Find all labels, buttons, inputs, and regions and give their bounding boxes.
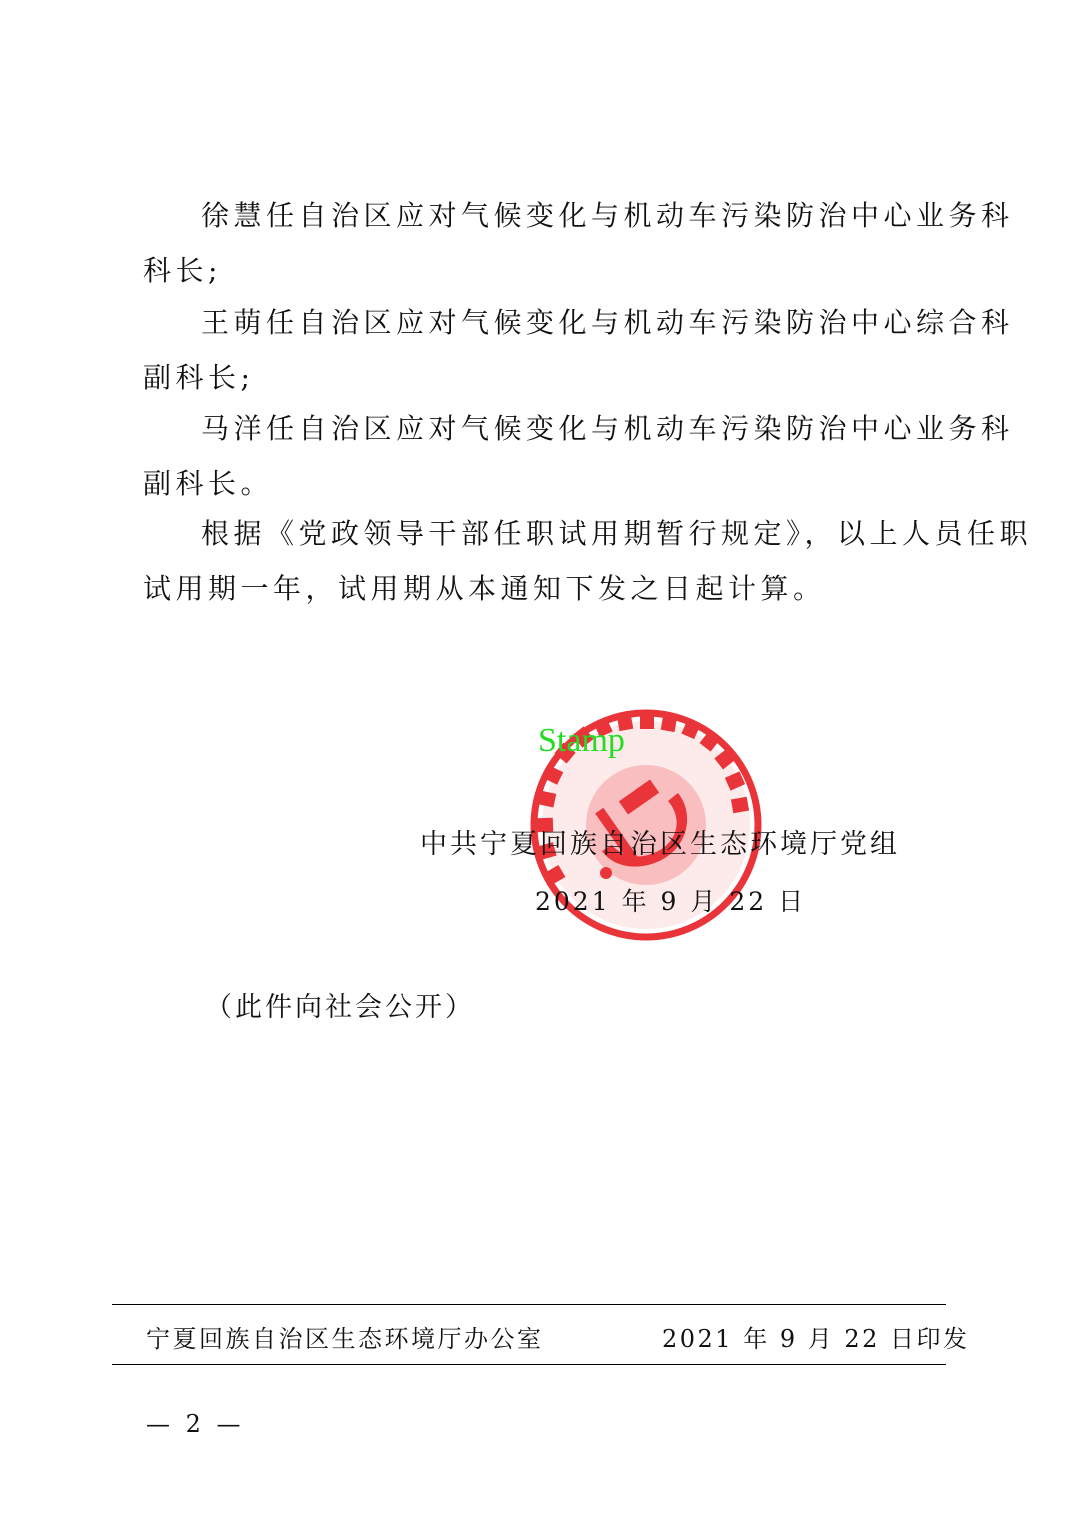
footer-bottom-divider: [112, 1364, 946, 1365]
paragraph-line: 王萌任自治区应对气候变化与机动车污染防治中心综合科: [201, 306, 1014, 339]
appointment-paragraph-2: [143, 295, 1014, 405]
page-number: — 2 —: [146, 1410, 245, 1438]
paragraph-line: 徐慧任自治区应对气候变化与机动车污染防治中心业务科: [201, 199, 1014, 232]
paragraph-line: 试用期一年，试用期从本通知下发之日起计算。: [143, 572, 826, 605]
signature-date: 2021 年 9 月 22 日: [535, 887, 807, 916]
footer-issue-date: 2021 年 9 月 22 日印发: [662, 1325, 970, 1353]
probation-paragraph: [143, 506, 1033, 616]
paragraph-line: 副科长;: [143, 361, 255, 394]
paragraph-line: 根据《党政领导干部任职试用期暂行规定》，以上人员任职: [201, 517, 1033, 550]
public-disclosure-note: （此件向社会公开）: [205, 992, 475, 1023]
paragraph-line: 马洋任自治区应对气候变化与机动车污染防治中心业务科: [201, 412, 1014, 445]
appointment-paragraph-1: [143, 188, 1014, 298]
stamp-label: Stamp: [538, 722, 625, 759]
signature-organization: 中共宁夏回族自治区生态环境厅党组: [420, 829, 900, 860]
paragraph-line: 科长;: [143, 254, 222, 287]
footer-top-divider: [112, 1304, 946, 1305]
footer-issuer: 宁夏回族自治区生态环境厅办公室: [146, 1325, 544, 1353]
appointment-paragraph-3: [143, 401, 1014, 511]
paragraph-line: 副科长。: [143, 467, 274, 500]
